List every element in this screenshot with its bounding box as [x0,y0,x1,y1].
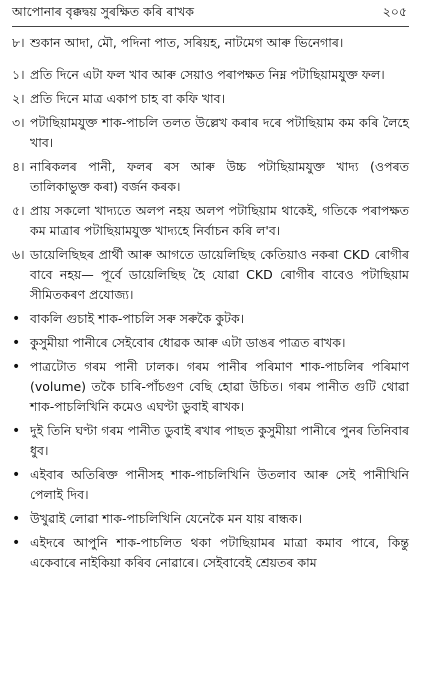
item-marker: ৫। [12,203,25,218]
item-text: প্ৰতি দিনে এটা ফল খাব আৰু সেয়াও পৰাপক্ষত নিম্ন পটাছিয়ামযুক্ত ফল। [30,67,385,82]
item-marker: ৩। [12,115,25,130]
item-marker: ৪। [12,159,25,174]
item-text: ডায়েলিছিছৰ প্ৰাৰ্থী আৰু আগতে ডায়েলিছিছ কেতিয়াও নকৰা CKD ৰোগীৰ বাবে নহয়— পূৰ্বে ডায়েলিছিছ হৈ যোৱা CKD ৰোগীৰ বাবেও পটাছিয়াম সীমিতকৰণ প্ৰযোজ্য। [30,247,409,302]
list-item [12,157,413,197]
item-text: পাত্ৰটোত গৰম পানী ঢালক। গৰম পানীৰ পৰিমাণ শাক-পাচলিৰ পৰিমাণ (volume) তকৈ চাৰি-পাঁচগুণ বেছি হোৱা উচিত। গৰম পানীত গুটি থোৱা শাক-পাচলিখিনি কমেও এঘণ্টা ডুবাই ৰাখক। [30,359,409,414]
item-text: শুকান আদা, মৌ, পদিনা পাত, সৰিয়হ, নাটমেগ আৰু ভিনেগাৰ। [30,35,344,50]
item-text: প্ৰতি দিনে মাত্ৰ একাপ চাহ বা কফি খাব। [30,91,226,106]
list-item [12,65,413,85]
bullet-item [12,421,413,461]
list-item [12,33,413,53]
item-text: এইদৰে আপুনি শাক-পাচলিত থকা পটাছিয়ামৰ মাত্ৰা কমাব পাৰে, কিন্তু একেবাৰে নাইকিয়া কৰিব নোৱাৰে। সেইবাবেই শ্ৰেয়তৰ কাম [30,535,409,570]
item-text: এইবাৰ অতিৰিক্ত পানীসহ শাক-পাচলিখিনি উতলাব আৰু সেই পানীখিনি পেলাই দিব। [30,467,409,502]
list-item [12,113,413,153]
item-marker: ২। [12,91,25,106]
bullet-item [12,309,413,329]
page-number: ২০৫ [382,4,407,19]
bullet-icon: • [12,535,21,551]
bullet-item [12,509,413,529]
item-text: পটাছিয়ামযুক্ত শাক-পাচলি তলত উল্লেখ কৰাৰ দৰে পটাছিয়াম কম কৰি লৈহে খাব। [30,115,409,150]
bullet-icon: • [12,467,21,483]
bullet-item [12,533,413,573]
item-text: কুসুমীয়া পানীৰে সেইবোৰ ধোৱক আৰু এটা ডাঙৰ পাত্ৰত ৰাখক। [30,335,346,350]
item-text: দুই তিনি ঘণ্টা গৰম পানীত ডুবাই ৰখাৰ পাছত কুসুমীয়া পানীৰে পুনৰ তিনিবাৰ ধুব। [30,423,409,458]
bullet-list [12,309,413,573]
item-text: বাকলি গুচাই শাক-পাচলি সৰু সৰুকৈ কুটক। [30,311,245,326]
item-marker: ৬। [12,247,25,262]
numbered-list [12,65,413,305]
list-item [12,89,413,109]
bullet-item [12,357,413,417]
bullet-icon: • [12,335,21,351]
page-header [12,4,409,27]
running-title: আপোনাৰ বৃক্কদ্বয় সুৰক্ষিত কৰি ৰাখক [12,4,195,19]
bullet-icon: • [12,359,21,375]
bullet-icon: • [12,423,21,439]
item-marker: ১। [12,67,25,82]
list-item [12,245,413,305]
bullet-icon: • [12,311,21,327]
bullet-item [12,465,413,505]
item-marker: ৮। [12,35,25,50]
bullet-icon: • [12,511,21,527]
bullet-item [12,333,413,353]
list-item [12,201,413,241]
item-text: প্ৰায় সকলো খাদ্যতে অলপ নহয় অলপ পটাছিয়াম থাকেই, গতিকে পৰাপক্ষত কম মাত্ৰাৰ পটাছিয়ামযুক্ত খাদ্যহে নিৰ্বাচন কৰি ল'ব। [30,203,409,238]
item-text: নাৰিকলৰ পানী, ফলৰ ৰস আৰু উচ্চ পটাছিয়ামযুক্ত খাদ্য (ওপৰত তালিকাভুক্ত কৰা) বৰ্জন কৰক। [30,159,409,194]
item-text: উখুৱাই লোৱা শাক-পাচলিখিনি যেনেকৈ মন যায় ৰান্ধক। [30,511,303,526]
